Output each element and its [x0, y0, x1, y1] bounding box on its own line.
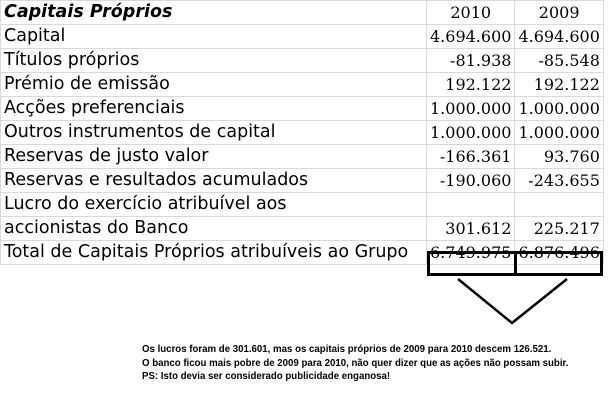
- table-title: Capitais Próprios: [1, 1, 427, 25]
- callout-chevron: [458, 279, 567, 323]
- value-2010: 1.000.000: [427, 97, 515, 121]
- value-2009: 1.000.000: [515, 97, 603, 121]
- value-2009: 225.217: [515, 217, 603, 241]
- row-label: Lucro do exercício atribuível aos: [1, 193, 427, 217]
- value-2010: 192.122: [427, 73, 515, 97]
- value-2010: 301.612: [427, 217, 515, 241]
- total-value-2009: 6.876.496: [515, 241, 603, 265]
- row-label: Outros instrumentos de capital: [1, 121, 427, 145]
- value-2010: 1.000.000: [427, 121, 515, 145]
- column-header-2010: 2010: [427, 1, 515, 25]
- value-2010: 4.694.600: [427, 25, 515, 49]
- row-label: Prémio de emissão: [1, 73, 427, 97]
- total-value-2010: 6.749.975: [427, 241, 515, 265]
- row-label: Capital: [1, 25, 427, 49]
- row-label: Reservas de justo valor: [1, 145, 427, 169]
- note-line: O banco ficou mais pobre de 2009 para 2010, não quer dizer que as ações não possam subir.: [142, 357, 569, 369]
- total-label: Total de Capitais Próprios atribuíveis ao Grupo: [1, 241, 427, 265]
- value-2009: 192.122: [515, 73, 603, 97]
- value-2009: 93.760: [515, 145, 603, 169]
- value-2010: -166.361: [427, 145, 515, 169]
- column-header-2009: 2009: [515, 1, 603, 25]
- row-label: Reservas e resultados acumulados: [1, 169, 427, 193]
- note-line: PS: Isto devia ser considerado publicidade enganosa!: [142, 371, 391, 382]
- value-2009: -243.655: [515, 169, 603, 193]
- note-line: Os lucros foram de 301.601, mas os capitais próprios de 2009 para 2010 descem 126.521.: [142, 344, 552, 355]
- value-2009: 1.000.000: [515, 121, 603, 145]
- value-2010: -190.060: [427, 169, 515, 193]
- value-2009: 4.694.600: [515, 25, 603, 49]
- value-2009: -85.548: [515, 49, 603, 73]
- annotation-note: [142, 343, 570, 384]
- row-label: accionistas do Banco: [1, 217, 427, 241]
- value-2010: -81.938: [427, 49, 515, 73]
- row-label: Títulos próprios: [1, 49, 427, 73]
- row-label: Acções preferenciais: [1, 97, 427, 121]
